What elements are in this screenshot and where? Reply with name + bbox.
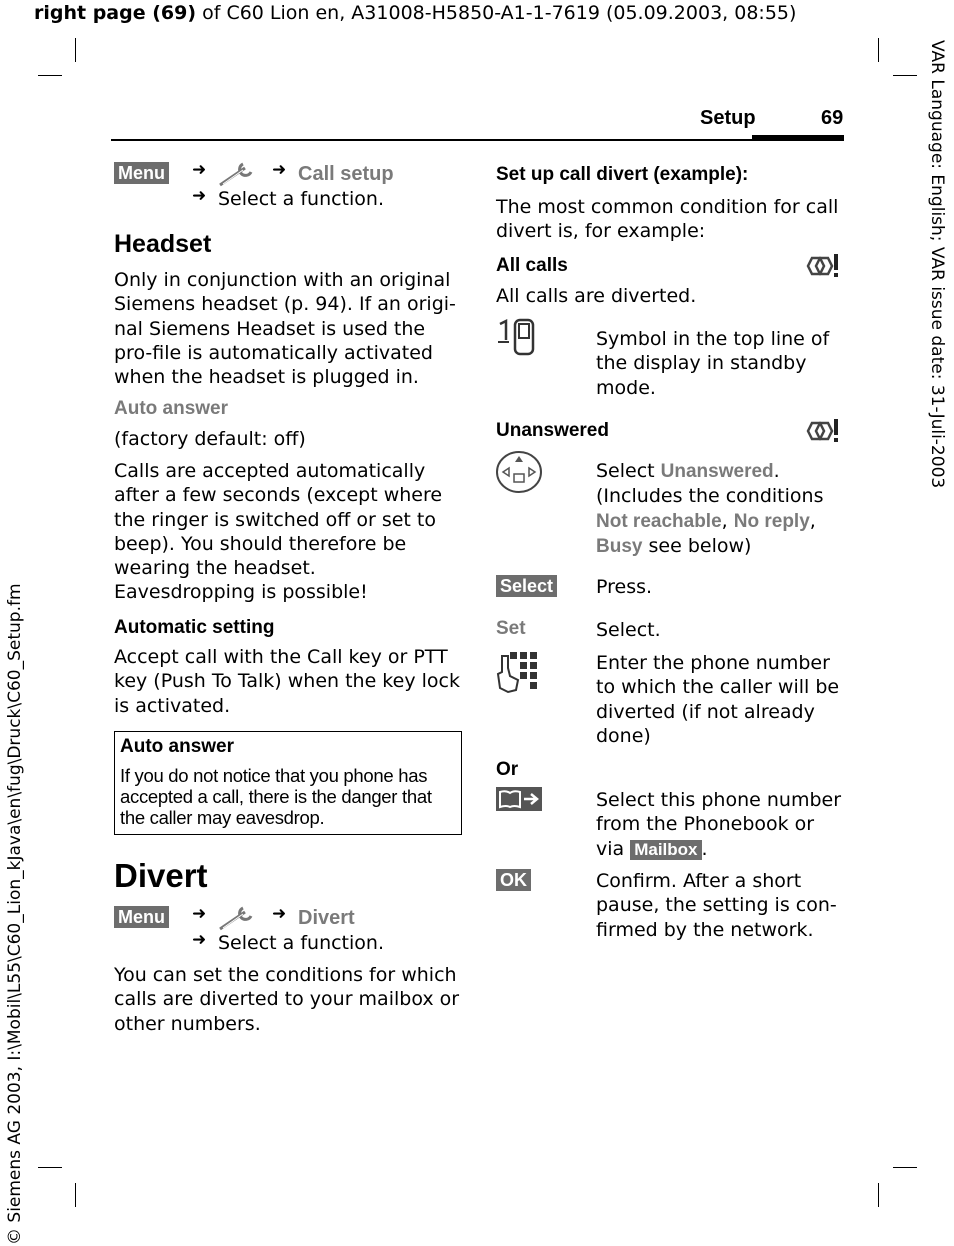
confirm-text: Confirm. After a short pause, the setting is con-firmed by the network. bbox=[596, 870, 837, 941]
headset-body: Only in conjunction with an original Siemens headset (p. 94). If an origi-nal Siemens Headset is used the pro-file is automatically activated when the headset is plugged in. bbox=[114, 269, 456, 389]
divert-body: You can set the conditions for which calls are diverted to your mailbox or other numbers. bbox=[114, 964, 460, 1035]
set-option: Set bbox=[496, 618, 526, 639]
auto-answer-notice-box bbox=[114, 731, 462, 835]
or-label: Or bbox=[496, 759, 519, 780]
select-text: Select. bbox=[596, 619, 661, 641]
all-calls-body: All calls are diverted. bbox=[496, 285, 697, 307]
var-language-note: VAR Language: English; VAR issue date: 31-Juli-2003 bbox=[927, 40, 947, 489]
example-body: The most common condition for call divert is, for example: bbox=[496, 196, 839, 243]
phonebook-text bbox=[596, 788, 841, 861]
select-softkey-label: Select bbox=[496, 575, 557, 597]
crop-mark bbox=[878, 1183, 879, 1207]
phonebook-text-pre: Select this phone number from the Phonebook or via bbox=[596, 789, 842, 860]
select-softkey[interactable] bbox=[496, 575, 557, 597]
example-heading: Set up call divert (example): bbox=[496, 164, 749, 185]
auto-answer-body: Calls are accepted automatically after a few seconds (except where the ringer is switched off or set to beep). You should therefore be wearing the headset. Eavesdropping is possible! bbox=[114, 460, 443, 604]
divert-status-icon bbox=[806, 417, 842, 449]
print-header-rest: of C60 Lion en, A31008-H5850-A1-1-7619 (05.09.2003, 08:55) bbox=[196, 2, 797, 24]
menu-key[interactable] bbox=[114, 162, 169, 184]
print-header-bold: right page (69) bbox=[34, 2, 197, 24]
step-text-sep1: , bbox=[721, 509, 734, 532]
crop-mark bbox=[893, 75, 917, 76]
step-text-sep2: , bbox=[809, 509, 816, 532]
busy-option: Busy bbox=[596, 535, 643, 557]
select-function-text: Select a function. bbox=[218, 188, 384, 210]
arrow-right-icon: ➜ bbox=[192, 160, 207, 180]
factory-default-text: (factory default: off) bbox=[114, 428, 306, 450]
phone-divert-symbol-icon bbox=[497, 318, 537, 360]
crop-mark bbox=[38, 75, 62, 76]
step-text-post: see below) bbox=[642, 534, 752, 557]
crop-mark bbox=[75, 38, 76, 62]
side-text-left-wrap bbox=[2, 583, 30, 1246]
crop-mark bbox=[38, 1167, 62, 1168]
phonebook-arrow-icon bbox=[496, 787, 542, 815]
enter-number-text: Enter the phone number to which the caller will be diverted (if not already done) bbox=[596, 652, 840, 747]
auto-answer-label: Auto answer bbox=[114, 398, 229, 419]
automatic-setting-label: Automatic setting bbox=[114, 617, 275, 638]
notice-body: If you do not notice that you phone has accepted a call, there is the danger that the caller may eavesdrop. bbox=[120, 765, 432, 828]
divert-heading: Divert bbox=[114, 857, 208, 894]
no-reply-option: No reply bbox=[733, 510, 810, 532]
print-header bbox=[34, 1, 796, 25]
arrow-right-icon: ➜ bbox=[272, 160, 287, 180]
step-text-mid: . (Includes the conditions bbox=[596, 460, 824, 508]
crop-mark bbox=[878, 38, 879, 62]
navigation-key-icon bbox=[495, 450, 543, 498]
notice-title: Auto answer bbox=[120, 736, 235, 757]
menu-key[interactable] bbox=[114, 906, 169, 928]
keypad-hand-icon bbox=[496, 650, 538, 698]
arrow-right-icon: ➜ bbox=[192, 186, 207, 206]
header-rule-tab bbox=[752, 135, 844, 141]
unanswered-option: Unanswered bbox=[660, 461, 774, 482]
automatic-setting-body: Accept call with the Call key or PTT key (Push To Talk) when the key lock is activated. bbox=[114, 646, 460, 717]
arrow-right-icon: ➜ bbox=[272, 904, 287, 924]
running-head-section: Setup bbox=[700, 107, 756, 129]
menu-key-label: Menu bbox=[114, 162, 169, 184]
phonebook-text-post: . bbox=[701, 837, 708, 860]
header-rule bbox=[111, 139, 844, 141]
press-text: Press. bbox=[596, 576, 653, 598]
step-text-pre: Select bbox=[596, 460, 661, 482]
unanswered-label: Unanswered bbox=[496, 420, 609, 441]
menu-item-divert: Divert bbox=[298, 907, 355, 929]
page-number: 69 bbox=[821, 107, 844, 129]
symbol-description: Symbol in the top line of the display in standby mode. bbox=[596, 328, 830, 399]
unanswered-step-text bbox=[596, 459, 841, 559]
arrow-right-icon: ➜ bbox=[192, 930, 207, 950]
crop-mark bbox=[893, 1167, 917, 1168]
not-reachable-option: Not reachable bbox=[596, 510, 722, 532]
file-path-note: © Siemens AG 2003, I:\Mobil\L55\C60_Lion_kJava\en\fug\Druck\C60_Setup.fm bbox=[5, 583, 25, 1245]
ok-softkey[interactable] bbox=[496, 869, 531, 891]
arrow-right-icon: ➜ bbox=[192, 904, 207, 924]
mailbox-softkey[interactable]: Mailbox bbox=[630, 840, 701, 860]
side-text-right-wrap bbox=[922, 40, 952, 489]
ok-softkey-label: OK bbox=[496, 869, 531, 891]
menu-key-label: Menu bbox=[114, 906, 169, 928]
select-function-text: Select a function. bbox=[218, 932, 384, 954]
headset-heading: Headset bbox=[114, 230, 212, 258]
all-calls-label: All calls bbox=[496, 255, 568, 276]
crop-mark bbox=[75, 1183, 76, 1207]
divert-status-icon bbox=[806, 252, 842, 284]
menu-item-call-setup: Call setup bbox=[298, 163, 394, 185]
